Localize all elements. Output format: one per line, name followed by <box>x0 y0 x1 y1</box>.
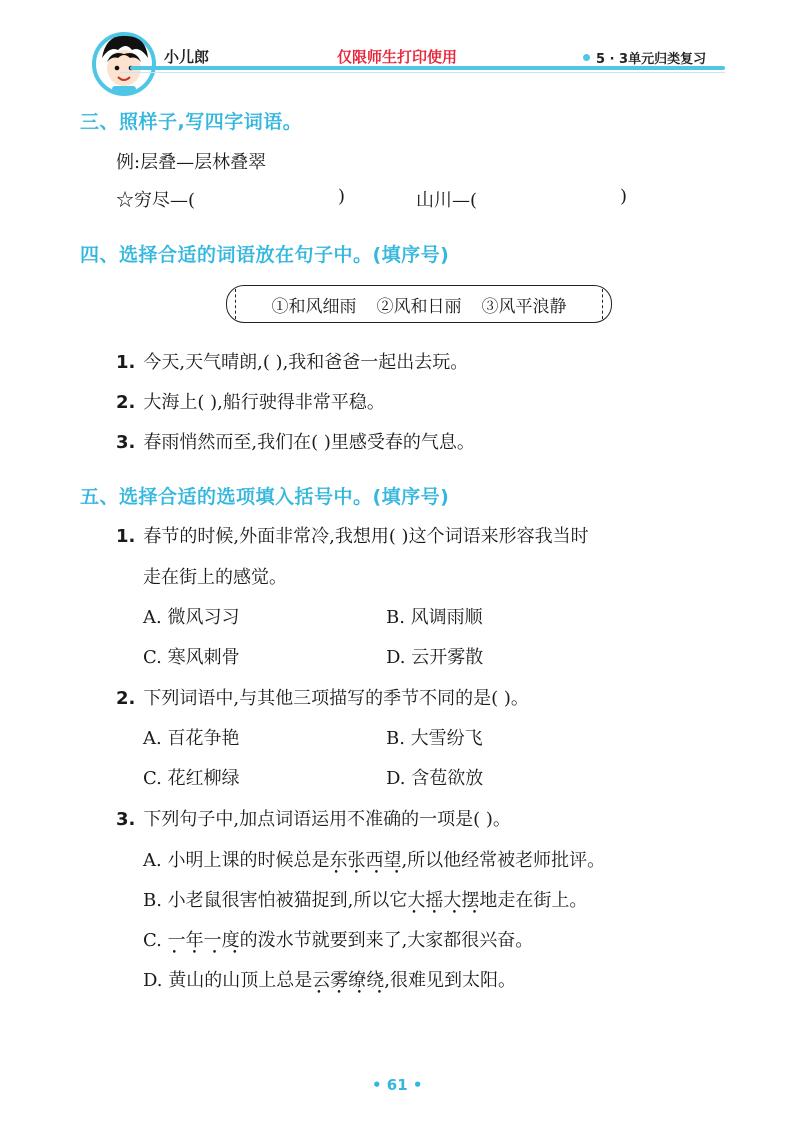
question-number: 2. <box>116 392 136 413</box>
header-rule-thin <box>120 72 725 73</box>
section-4-question-2 <box>116 388 385 414</box>
q2-option-c: C. 花红柳绿 <box>143 768 240 789</box>
q3-option-c <box>143 926 533 952</box>
item-1-prompt: ☆穷尽—( <box>116 190 196 211</box>
q2-option-b: B. 大雪纷飞 <box>386 728 483 749</box>
option-text: B. 小老鼠很害怕被猫捉到,所以它 <box>143 890 408 911</box>
question-number: 3. <box>116 809 136 830</box>
q1-option-b: B. 风调雨顺 <box>386 607 483 628</box>
header-unit-label: 5 · 3单元归类复习 <box>596 52 707 67</box>
mascot-logo-icon <box>92 28 156 98</box>
section-3-title: 三、照样子,写四字词语。 <box>80 111 303 133</box>
option-text: 的泼水节就要到来了,大家都很兴奋。 <box>239 930 534 951</box>
header-brand: 小儿郎 <box>164 48 210 66</box>
section-3-example: 例:层叠—层林叠翠 <box>116 152 267 173</box>
option-3: ③风平浪静 <box>481 296 567 317</box>
section-5-question-3 <box>116 805 511 831</box>
q3-option-b <box>143 886 587 912</box>
question-1-continued: 走在街上的感觉。 <box>143 567 287 588</box>
q3-option-d <box>143 966 516 992</box>
q1-option-a: A. 微风习习 <box>143 607 240 628</box>
dotted-phrase: 东张西望 • • • • <box>329 846 401 872</box>
section-3-item-1 <box>116 186 195 212</box>
section-5-title: 五、选择合适的选项填入括号中。(填序号) <box>80 486 450 508</box>
question-number: 1. <box>116 526 136 547</box>
header-unit <box>583 48 706 67</box>
question-text: 下列词语中,与其他三项描写的季节不同的是( )。 <box>143 688 529 709</box>
option-text: A. 小明上课的时候总是 <box>143 850 330 871</box>
section-5-question-2 <box>116 684 529 710</box>
section-4-question-3 <box>116 428 475 454</box>
q2-option-a: A. 百花争艳 <box>143 728 240 749</box>
section-5-question-1 <box>116 522 589 548</box>
word-option-box <box>226 285 612 323</box>
q2-option-d: D. 含苞欲放 <box>386 768 484 789</box>
question-text: 今天,天气晴朗,( ),我和爸爸一起出去玩。 <box>143 352 469 373</box>
option-text: C. <box>143 930 168 951</box>
option-text: D. 黄山的山顶上总是 <box>143 970 313 991</box>
item-1-close-paren: ) <box>338 186 346 207</box>
option-text: ,所以他经常被老师批评。 <box>401 850 606 871</box>
question-number: 3. <box>116 432 136 453</box>
question-number: 1. <box>116 352 136 373</box>
bullet-icon <box>583 54 590 61</box>
item-2-close-paren: ) <box>620 186 628 207</box>
option-text: ,很难见到太阳。 <box>384 970 516 991</box>
dotted-phrase: 云雾缭绕 • • • • <box>312 966 384 992</box>
dotted-phrase: 大摇大摆 • • • • <box>407 886 479 912</box>
section-4-title: 四、选择合适的词语放在句子中。(填序号) <box>80 244 450 266</box>
question-text: 大海上( ),船行驶得非常平稳。 <box>143 392 385 413</box>
section-4-question-1 <box>116 348 468 374</box>
dotted-phrase: 一年一度 • • • • <box>168 926 240 952</box>
q3-option-a <box>143 846 605 872</box>
option-1: ①和风细雨 <box>271 296 357 317</box>
page-number: • 61 • <box>372 1076 423 1094</box>
option-2: ②风和日丽 <box>376 296 462 317</box>
question-text: 春雨悄然而至,我们在( )里感受春的气息。 <box>143 432 475 453</box>
question-text: 下列句子中,加点词语运用不准确的一项是( )。 <box>143 809 511 830</box>
q1-option-c: C. 寒风刺骨 <box>143 647 240 668</box>
q1-option-d: D. 云开雾散 <box>386 647 484 668</box>
question-text: 春节的时候,外面非常冷,我想用( )这个词语来形容我当时 <box>143 526 589 547</box>
option-text: 地走在街上。 <box>479 890 588 911</box>
section-3-item-2: 山川—( <box>416 190 478 211</box>
question-number: 2. <box>116 688 136 709</box>
header-notice: 仅限师生打印使用 <box>337 48 458 66</box>
